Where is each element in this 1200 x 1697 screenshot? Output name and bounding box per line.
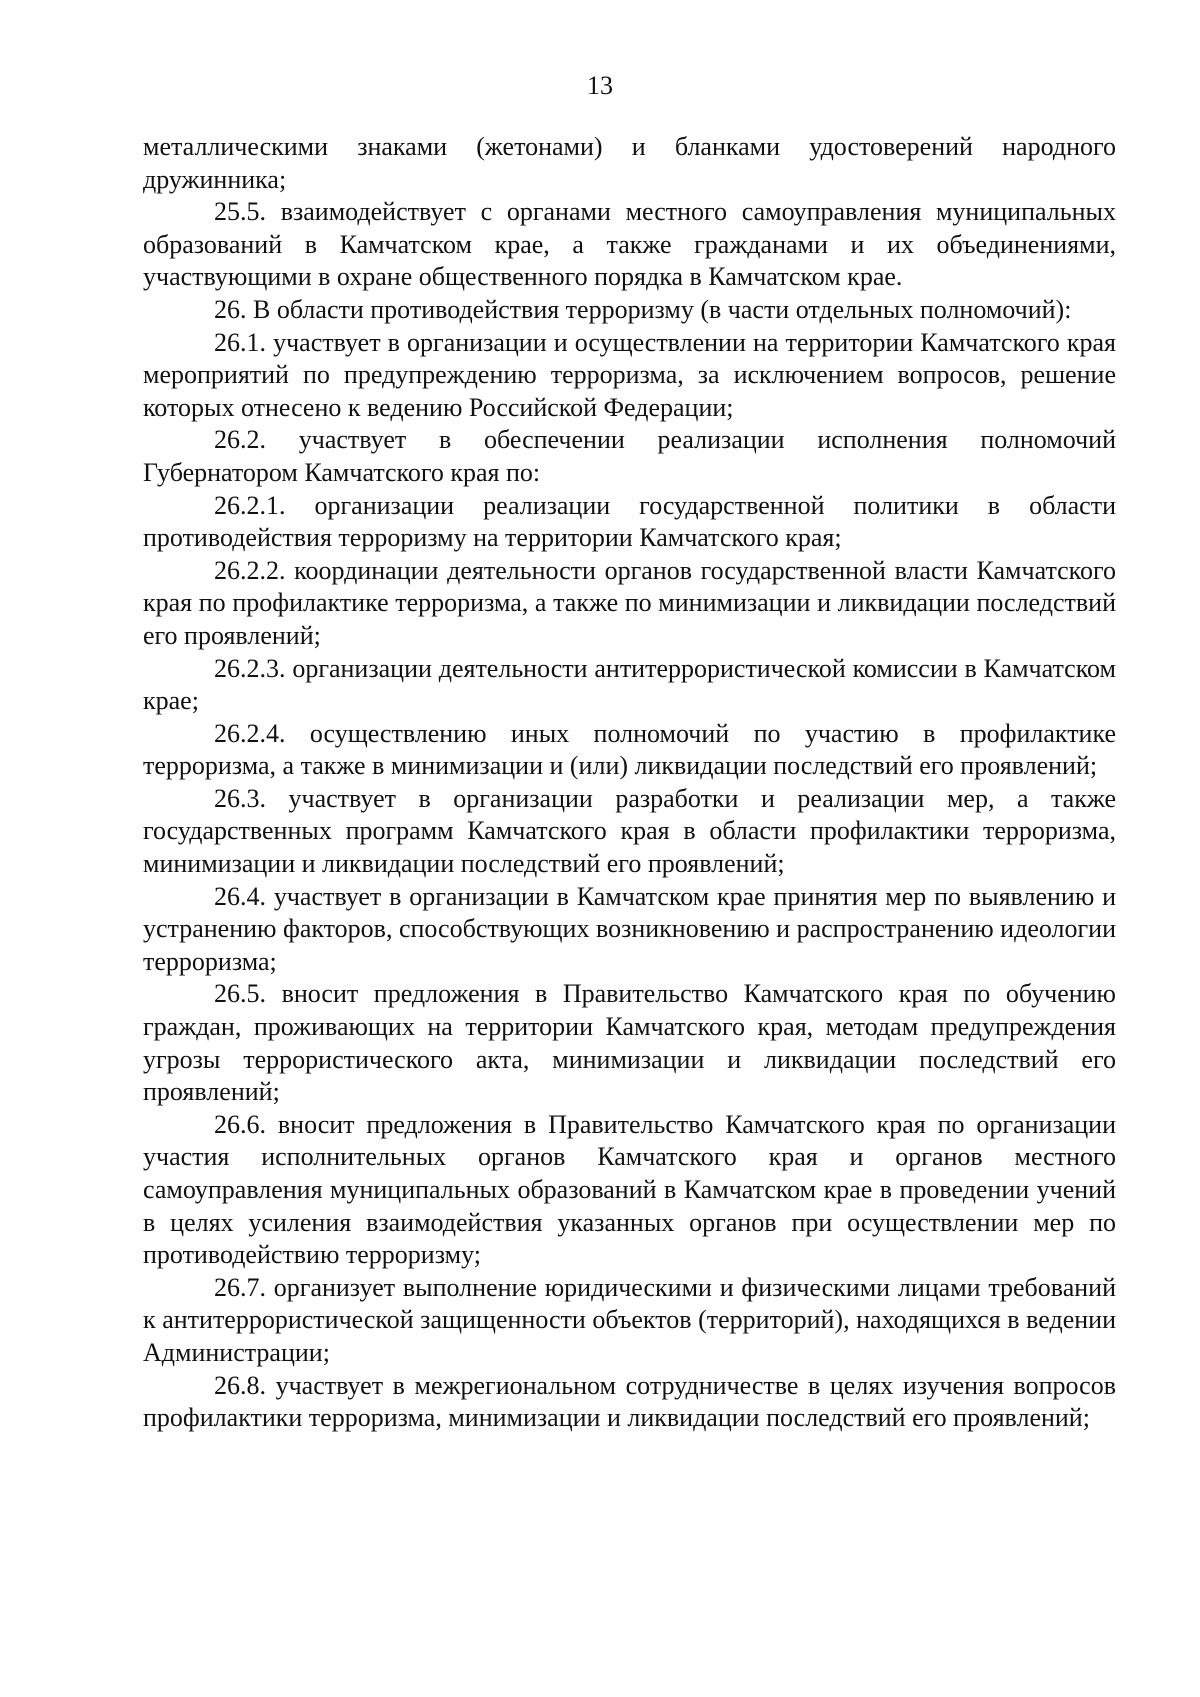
paragraph-26-1: 26.1. участвует в организации и осуществлении на территории Камчатского края мероприятий по предупреждению терроризма, за исключением вопросов, решение которых отнесено к ведению Российской Федерации;	[143, 327, 1116, 422]
paragraph-26-5: 26.5. вносит предложения в Правительство Камчатского края по обучению граждан, проживающих на территории Камчатского края, методам предупреждения угрозы террористического акта, минимизации и ликвидации последствий его проявлений;	[143, 979, 1116, 1107]
paragraph-26-2-2: 26.2.2. координации деятельности органов государственной власти Камчатского края по профилактике терроризма, а также по минимизации и ликвидации последствий его проявлений;	[143, 555, 1116, 650]
paragraph-26-7: 26.7. организует выполнение юридическими и физическими лицами требований к антитеррористической защищенности объектов (территорий), находящихся в ведении Администрации;	[143, 1272, 1116, 1367]
paragraph-26-3: 26.3. участвует в организации разработки и реализации мер, а также государственных программ Камчатского края в области профилактики терроризма, минимизации и ликвидации последствий его проявлений;	[143, 783, 1116, 879]
document-body	[143, 131, 1116, 1435]
page-number: 13	[587, 71, 613, 100]
paragraph-25-5: 25.5. взаимодействует с органами местного самоуправления муниципальных образований в Камчатском крае, а также гражданами и их объединениями, участвующими в охране общественного порядка в Камчатском крае.	[143, 197, 1116, 292]
paragraph-continuation: металлическими знаками (жетонами) и бланками удостоверений народного дружинника;	[143, 132, 1116, 194]
paragraph-26-6: 26.6. вносит предложения в Правительство Камчатского края по организации участия исполнительных органов Камчатского края и органов местного самоуправления муниципальных образований в Камчатском крае в проведении учений в целях усиления взаимодействия указанных органов при осуществлении мер по противодействию терроризму;	[143, 1109, 1116, 1270]
paragraph-26-8: 26.8. участвует в межрегиональном сотрудничестве в целях изучения вопросов профилактики терроризма, минимизации и ликвидации последствий его проявлений;	[143, 1370, 1116, 1433]
paragraph-26-2-4: 26.2.4. осуществлению иных полномочий по участию в профилактике терроризма, а также в минимизации и (или) ликвидации последствий его проявлений;	[143, 718, 1116, 781]
paragraph-26: 26. В области противодействия терроризму (в части отдельных полномочий):	[214, 294, 1072, 324]
paragraph-26-2-3: 26.2.3. организации деятельности антитеррористической комиссии в Камчатском крае;	[143, 653, 1116, 716]
paragraph-26-2-1: 26.2.1. организации реализации государственной политики в области противодействия терроризму на территории Камчатского края;	[143, 490, 1116, 553]
paragraph-26-4: 26.4. участвует в организации в Камчатском крае принятия мер по выявлению и устранению факторов, способствующих возникновению и распространению идеологии терроризма;	[143, 881, 1116, 976]
paragraph-26-2: 26.2. участвует в обеспечении реализации исполнения полномочий Губернатором Камчатского края по:	[143, 425, 1116, 487]
